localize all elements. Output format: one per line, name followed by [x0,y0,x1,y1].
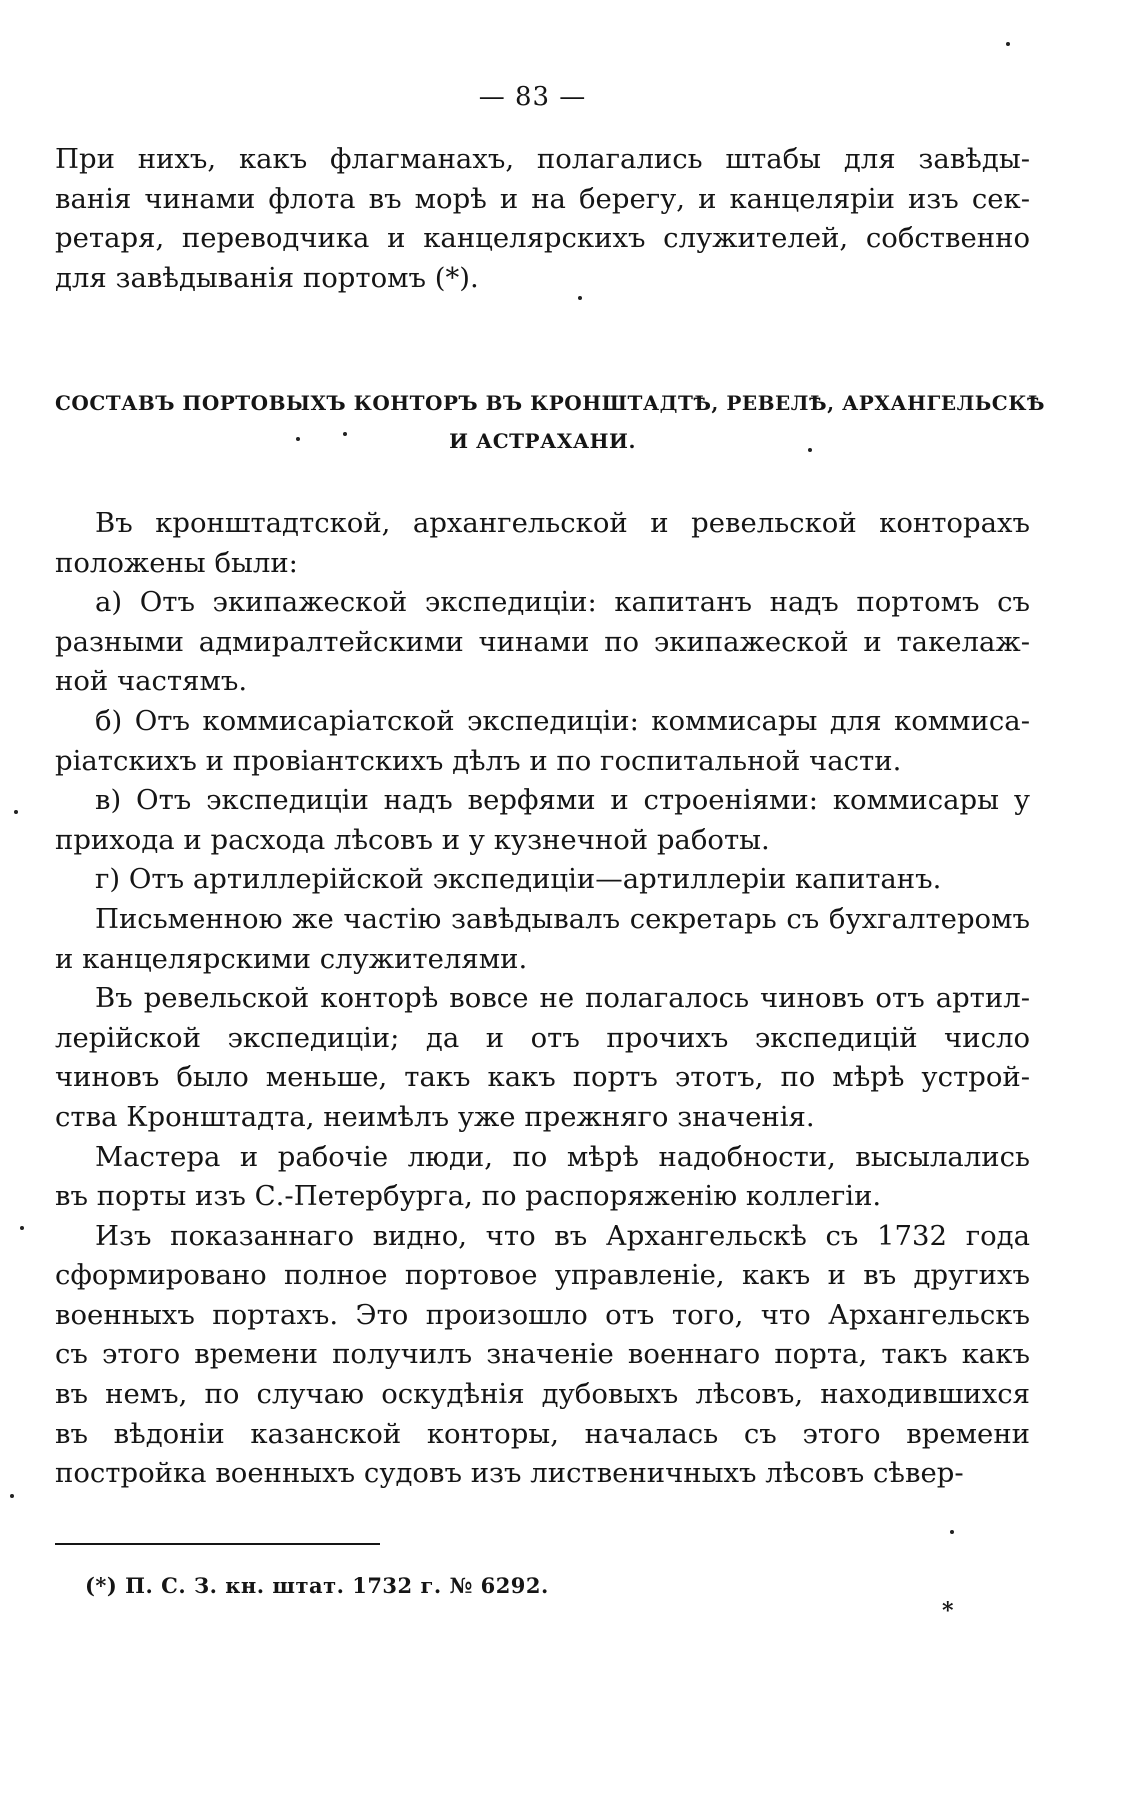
text-line: ства Кронштадта, неимѣлъ уже прежняго значенія. [55,1100,815,1133]
text-line: и канцелярскими служителями. [55,942,528,975]
paragraph [55,979,1030,1137]
print-speck [296,437,300,441]
text-line: а) Отъ экипажеской экспедиціи: капитанъ надъ портомъ съ [95,586,1030,619]
print-speck [14,810,18,814]
margin-asterisk: * [942,1598,954,1624]
text-line: прихода и расхода лѣсовъ и у кузнечной работы. [55,823,770,856]
intro-line-4: для завѣдыванія портомъ (*). [55,261,479,294]
intro-line-3: ретаря, переводчика и канцелярскихъ служителей, собственно [55,222,1030,255]
intro-line-2: ванія чинами флота въ морѣ и на берегу, и канцеляріи изъ сек- [55,182,1030,215]
text-line: Мастера и рабочіе люди, по мѣрѣ надобности, высылались [95,1140,1030,1173]
text-line: постройка военныхъ судовъ изъ лиственичныхъ лѣсовъ сѣвер- [55,1457,964,1490]
text-line: Въ ревельской конторѣ вовсе не полагалось чиновъ отъ артил- [95,982,1030,1015]
text-line: Письменною же частію завѣдывалъ секретарь съ бухгалтеромъ [95,902,1030,935]
print-speck [950,1530,954,1534]
section-heading-line-1: СОСТАВЪ ПОРТОВЫХЪ КОНТОРЪ ВЪ КРОНШТАДТѢ, РЕВЕЛѢ, АРХАНГЕЛЬСКѢ [55,391,1046,415]
text-line: разными адмиралтейскими чинами по экипажеской и такелаж- [55,625,1030,658]
text-line: въ порты изъ С.-Петербурга, по распоряженію коллегіи. [55,1180,882,1213]
section-heading [55,384,1046,460]
text-line: в) Отъ экспедиціи надъ верфями и строеніями: коммисары у [95,784,1030,817]
text-line: Изъ показаннаго видно, что въ Архангельскѣ съ 1732 года [95,1219,1030,1252]
paragraph [55,583,1030,702]
footnote: (*) П. С. З. кн. штат. 1732 г. № 6292. [85,1573,549,1598]
text-line: сформировано полное портовое управленіе, какъ и въ другихъ [55,1259,1030,1292]
print-speck [343,432,347,436]
paragraph [55,702,1030,781]
text-line: Въ кронштадтской, архангельской и ревельской конторахъ [95,507,1030,539]
print-speck [578,296,582,300]
paragraph [55,504,1030,583]
text-line: чиновъ было меньше, такъ какъ портъ этотъ, по мѣрѣ устрой- [55,1061,1030,1094]
text-line: лерійской экспедиціи; да и отъ прочихъ экспедицій число [55,1021,1030,1054]
print-speck [808,448,812,452]
print-speck [20,1226,24,1230]
text-line: военныхъ портахъ. Это произошло отъ того, что Архангельскъ [55,1298,1030,1331]
text-line: въ немъ, по случаю оскудѣнія дубовыхъ лѣсовъ, находившихся [55,1378,1030,1411]
text-line: въ вѣдоніи казанской конторы, началась съ этого времени [55,1417,1030,1450]
print-speck [1006,42,1010,46]
intro-paragraph [55,140,1030,298]
text-line: ріатскихъ и провіантскихъ дѣлъ и по госпитальной части. [55,744,902,777]
text-line: положены были: [55,546,298,579]
paragraph [55,781,1030,860]
text-line: г) Отъ артиллерійской экспедиціи—артиллеріи капитанъ. [95,863,942,896]
text-line: ной частямъ. [55,665,248,698]
paragraph [55,860,1030,900]
page-number: — 83 — [478,82,587,112]
paragraph [55,1217,1030,1494]
text-line: б) Отъ коммисаріатской экспедиціи: коммисары для коммиса- [95,704,1030,737]
text-line: съ этого времени получилъ значеніе военнаго порта, такъ какъ [55,1338,1030,1371]
section-heading-line-2: И АСТРАХАНИ. [449,429,636,453]
body-text [55,504,1030,1494]
paragraph [55,900,1030,979]
paragraph [55,1138,1030,1217]
footnote-divider [55,1543,380,1545]
print-speck [10,1494,14,1498]
intro-line-1: При нихъ, какъ флагманахъ, полагались штабы для завѣды- [55,143,1030,175]
